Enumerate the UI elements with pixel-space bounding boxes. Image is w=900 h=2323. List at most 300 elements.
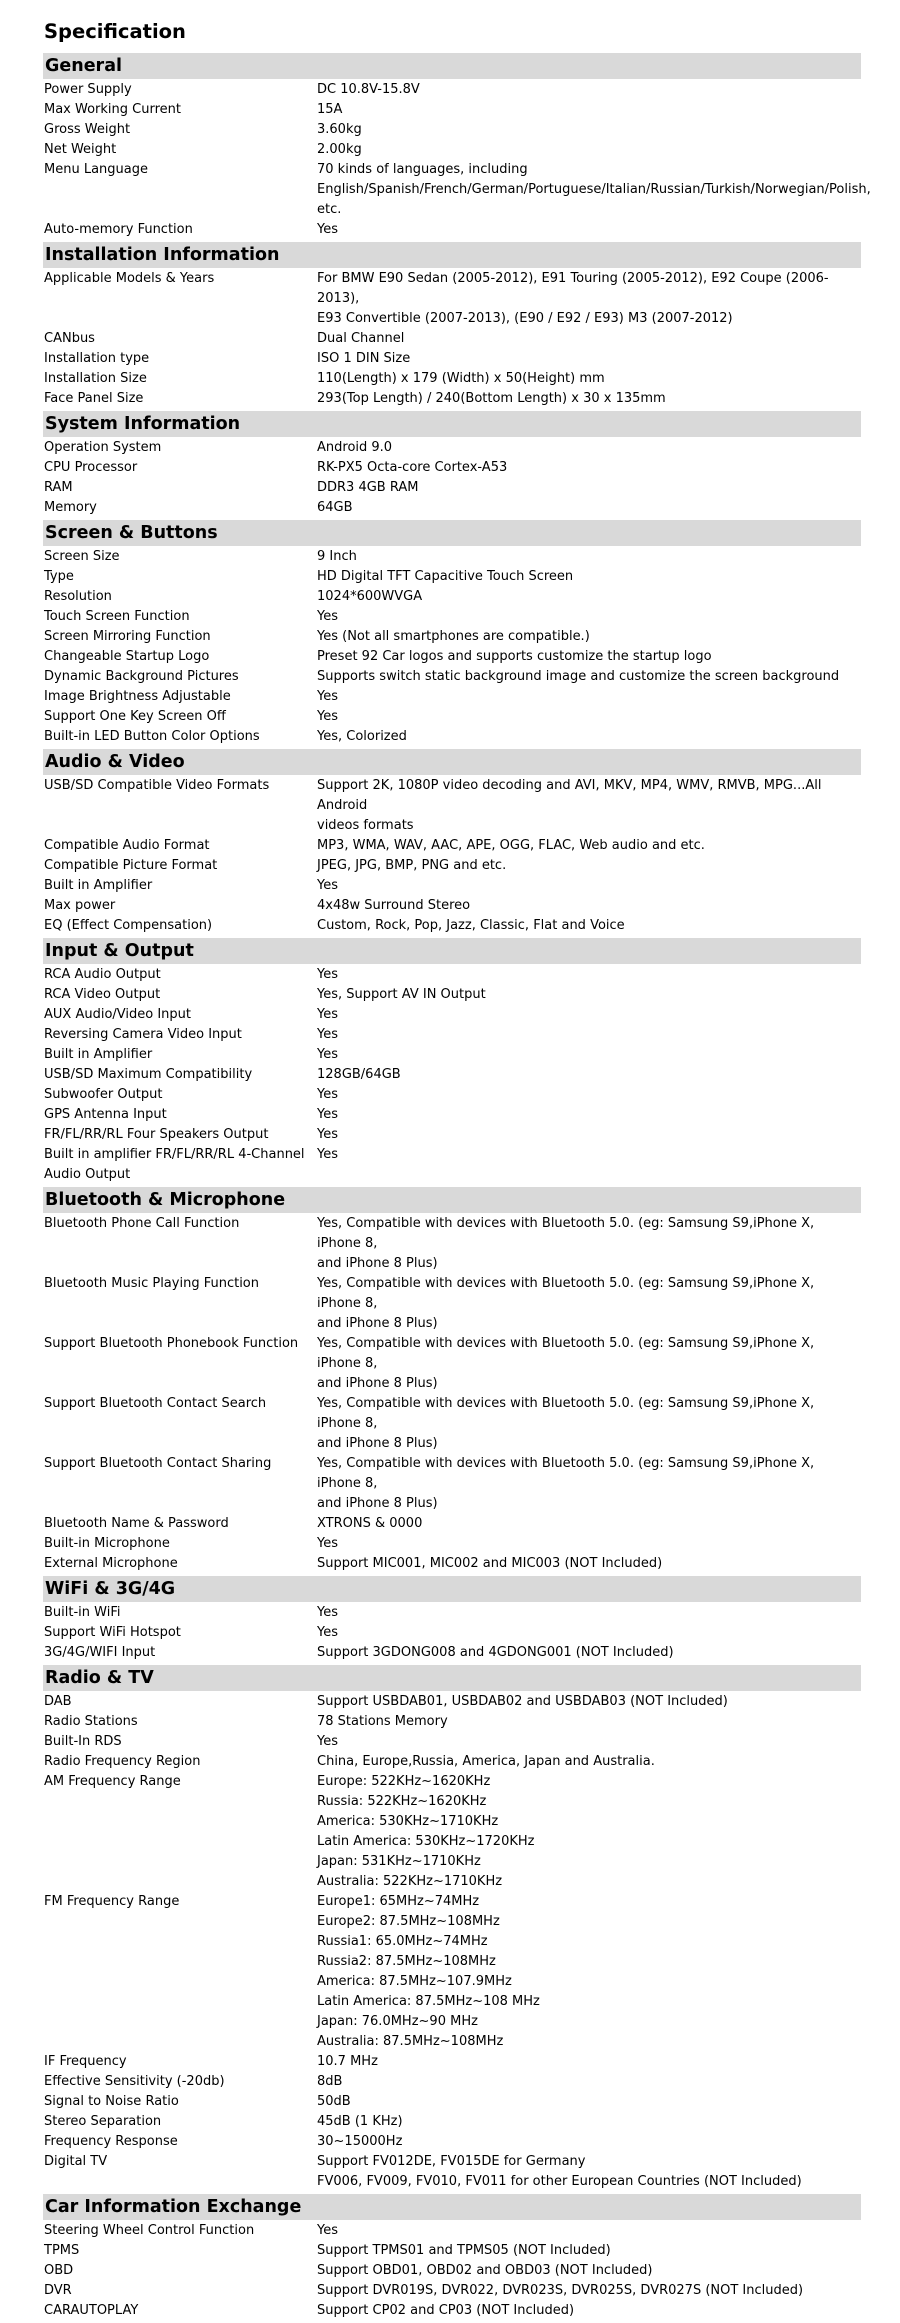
- spec-rows: [0, 546, 900, 749]
- spec-value-line: Yes: [317, 709, 338, 724]
- spec-value-line: Yes: [317, 222, 338, 237]
- spec-value: [317, 627, 861, 647]
- spec-value-line: Latin America: 87.5MHz~108 MHz: [317, 1994, 540, 2009]
- spec-label: Installation type: [44, 351, 150, 366]
- spec-label: Installation Size: [44, 371, 147, 386]
- spec-value-line: Yes: [317, 967, 338, 982]
- spec-label: Support Bluetooth Phonebook Function: [44, 1336, 299, 1351]
- spec-value: [317, 567, 861, 587]
- spec-value: [317, 1045, 861, 1065]
- spec-value: [317, 1603, 861, 1623]
- spec-label: DAB: [44, 1694, 72, 1709]
- spec-value-line: Yes, Compatible with devices with Bluetooth 5.0. (eg: Samsung S9,iPhone X, iPhone 8,: [317, 1216, 815, 1251]
- spec-value: [317, 2072, 861, 2092]
- spec-value: [317, 965, 861, 985]
- spec-row: [0, 369, 900, 389]
- spec-row: [0, 1274, 900, 1334]
- spec-value-line: Support 2K, 1080P video decoding and AVI, MKV, MP4, WMV, RMVB, MPG...All Android: [317, 778, 822, 813]
- spec-label: RAM: [44, 480, 73, 495]
- spec-section: [0, 411, 900, 520]
- spec-value-line: 293(Top Length) / 240(Bottom Length) x 30 x 135mm: [317, 391, 666, 406]
- spec-value-line: 15A: [317, 102, 343, 117]
- spec-value-line: FV006, FV009, FV010, FV011 for other European Countries (NOT Included): [317, 2174, 802, 2189]
- section-header: Installation Information: [43, 242, 861, 268]
- spec-row: [0, 1772, 900, 1892]
- spec-label: CARAUTOPLAY: [44, 2303, 139, 2318]
- spec-label: FR/FL/RR/RL Four Speakers Output: [44, 1127, 269, 1142]
- spec-value-line: America: 87.5MHz~107.9MHz: [317, 1974, 512, 1989]
- spec-row: [0, 607, 900, 627]
- spec-value: [317, 1214, 861, 1274]
- spec-value: [317, 160, 871, 220]
- spec-label: Compatible Audio Format: [44, 838, 210, 853]
- spec-label: Built-in Microphone: [44, 1536, 170, 1551]
- spec-value-line: Australia: 522KHz~1710KHz: [317, 1874, 503, 1889]
- spec-label: AM Frequency Range: [44, 1774, 181, 1789]
- spec-value-line: 70 kinds of languages, including: [317, 162, 528, 177]
- spec-value: [317, 389, 861, 409]
- spec-value: [317, 220, 861, 240]
- spec-row: [0, 2241, 900, 2261]
- spec-label: Compatible Picture Format: [44, 858, 218, 873]
- spec-row: [0, 1125, 900, 1145]
- spec-rows: [0, 1602, 900, 1665]
- spec-label: IF Frequency: [44, 2054, 127, 2069]
- spec-row: [0, 2221, 900, 2241]
- spec-label: Signal to Noise Ratio: [44, 2094, 179, 2109]
- spec-value: [317, 856, 861, 876]
- spec-value-line: Yes: [317, 1147, 338, 1162]
- spec-row: [0, 727, 900, 747]
- spec-rows: [0, 437, 900, 520]
- spec-rows: [0, 1691, 900, 2194]
- spec-value: [317, 2132, 861, 2152]
- spec-value-line: Australia: 87.5MHz~108MHz: [317, 2034, 504, 2049]
- spec-row: [0, 1554, 900, 1574]
- spec-row: [0, 687, 900, 707]
- spec-row: [0, 2261, 900, 2281]
- spec-label: OBD: [44, 2263, 74, 2278]
- spec-label: DVR: [44, 2283, 72, 2298]
- spec-section: [0, 1576, 900, 1665]
- spec-value: [317, 1514, 861, 1534]
- spec-value: [317, 2152, 861, 2192]
- spec-row: [0, 1105, 900, 1125]
- spec-value-line: Yes: [317, 609, 338, 624]
- spec-row: [0, 1732, 900, 1752]
- spec-row: [0, 1454, 900, 1514]
- spec-label: Power Supply: [44, 82, 132, 97]
- spec-row: [0, 2152, 900, 2192]
- spec-label: Applicable Models & Years: [44, 271, 215, 286]
- section-header: Audio & Video: [43, 749, 861, 775]
- spec-label: Operation System: [44, 440, 162, 455]
- spec-label: Digital TV: [44, 2154, 108, 2169]
- spec-value-line: Support TPMS01 and TPMS05 (NOT Included): [317, 2243, 611, 2258]
- spec-value: [317, 727, 861, 747]
- spec-value-line: 10.7 MHz: [317, 2054, 378, 2069]
- spec-row: [0, 647, 900, 667]
- spec-row: [0, 1045, 900, 1065]
- spec-value: [317, 438, 861, 458]
- spec-value: [317, 1692, 861, 1712]
- spec-value-line: English/Spanish/French/German/Portuguese/Italian/Russian/Turkish/Norwegian/Polish,: [317, 182, 871, 197]
- spec-value-line: ISO 1 DIN Size: [317, 351, 411, 366]
- spec-row: [0, 438, 900, 458]
- spec-label: Support Bluetooth Contact Sharing: [44, 1456, 272, 1471]
- spec-label: Changeable Startup Logo: [44, 649, 210, 664]
- spec-row: [0, 349, 900, 369]
- spec-value-line: XTRONS & 0000: [317, 1516, 423, 1531]
- spec-row: [0, 2132, 900, 2152]
- spec-label: USB/SD Compatible Video Formats: [44, 778, 270, 793]
- spec-value-line: 110(Length) x 179 (Width) x 50(Height) mm: [317, 371, 605, 386]
- spec-value: [317, 1892, 861, 2052]
- spec-row: [0, 80, 900, 100]
- spec-row: [0, 707, 900, 727]
- spec-value: [317, 1005, 861, 1025]
- spec-value-line: E93 Convertible (2007-2013), (E90 / E92 / E93) M3 (2007-2012): [317, 311, 733, 326]
- spec-value-line: 3.60kg: [317, 122, 362, 137]
- spec-value: [317, 140, 861, 160]
- spec-value-line: JPEG, JPG, BMP, PNG and etc.: [317, 858, 507, 873]
- spec-label: Radio Frequency Region: [44, 1754, 201, 1769]
- spec-row: [0, 2072, 900, 2092]
- spec-label: Effective Sensitivity (-20db): [44, 2074, 225, 2089]
- spec-value-line: and iPhone 8 Plus): [317, 1316, 438, 1331]
- spec-value: [317, 916, 861, 936]
- spec-value-line: Yes, Compatible with devices with Bluetooth 5.0. (eg: Samsung S9,iPhone X, iPhone 8,: [317, 1396, 815, 1431]
- spec-value: [317, 2112, 861, 2132]
- spec-row: [0, 2112, 900, 2132]
- spec-label: USB/SD Maximum Compatibility: [44, 1067, 253, 1082]
- spec-value: [317, 1145, 861, 1185]
- spec-label: Max power: [44, 898, 116, 913]
- spec-value: [317, 876, 861, 896]
- spec-value-line: Yes, Colorized: [317, 729, 407, 744]
- spec-row: [0, 120, 900, 140]
- spec-label: EQ (Effect Compensation): [44, 918, 213, 933]
- spec-value: [317, 80, 861, 100]
- spec-section: [0, 242, 900, 411]
- spec-value: [317, 1085, 861, 1105]
- spec-row: [0, 1065, 900, 1085]
- spec-row: [0, 100, 900, 120]
- spec-label: FM Frequency Range: [44, 1894, 180, 1909]
- spec-section: [0, 1187, 900, 1576]
- spec-row: [0, 1394, 900, 1454]
- spec-row: [0, 1145, 900, 1185]
- spec-value: [317, 369, 861, 389]
- spec-value-line: 9 Inch: [317, 549, 357, 564]
- spec-value-line: Dual Channel: [317, 331, 405, 346]
- spec-rows: [0, 1213, 900, 1576]
- spec-value-line: Europe1: 65MHz~74MHz: [317, 1894, 480, 1909]
- spec-label: Frequency Response: [44, 2134, 178, 2149]
- spec-rows: [0, 268, 900, 411]
- spec-row: [0, 2092, 900, 2112]
- spec-label: Support One Key Screen Off: [44, 709, 226, 724]
- spec-value: [317, 269, 861, 329]
- spec-row: [0, 776, 900, 836]
- spec-value-line: 30~15000Hz: [317, 2134, 403, 2149]
- spec-row: [0, 567, 900, 587]
- spec-row: [0, 478, 900, 498]
- spec-label: Face Panel Size: [44, 391, 144, 406]
- spec-value-line: Russia1: 65.0MHz~74MHz: [317, 1934, 488, 1949]
- spec-row: [0, 587, 900, 607]
- spec-value: [317, 2221, 861, 2241]
- spec-label: Net Weight: [44, 142, 117, 157]
- spec-row: [0, 389, 900, 409]
- spec-value-line: Support MIC001, MIC002 and MIC003 (NOT Included): [317, 1556, 663, 1571]
- spec-value: [317, 1752, 861, 1772]
- spec-value-line: Yes: [317, 1007, 338, 1022]
- spec-value: [317, 896, 861, 916]
- spec-value: [317, 1454, 861, 1514]
- spec-rows: [0, 775, 900, 938]
- spec-value: [317, 2301, 861, 2321]
- spec-row: [0, 2052, 900, 2072]
- spec-value: [317, 687, 861, 707]
- spec-value-line: 128GB/64GB: [317, 1067, 401, 1082]
- spec-value-line: Yes: [317, 2223, 338, 2238]
- spec-row: [0, 1603, 900, 1623]
- spec-row: [0, 2301, 900, 2321]
- spec-value: [317, 985, 861, 1005]
- spec-value: [317, 1105, 861, 1125]
- spec-section: [0, 938, 900, 1187]
- spec-value: [317, 707, 861, 727]
- spec-label: Subwoofer Output: [44, 1087, 163, 1102]
- spec-label: Menu Language: [44, 162, 148, 177]
- spec-row: [0, 458, 900, 478]
- page-title: Specification: [44, 20, 186, 43]
- spec-value-line: Russia2: 87.5MHz~108MHz: [317, 1954, 496, 1969]
- spec-value-line: Preset 92 Car logos and supports customize the startup logo: [317, 649, 712, 664]
- spec-row: [0, 627, 900, 647]
- spec-row: [0, 836, 900, 856]
- spec-row: [0, 1085, 900, 1105]
- spec-value-line: and iPhone 8 Plus): [317, 1256, 438, 1271]
- spec-value: [317, 1025, 861, 1045]
- spec-row: [0, 856, 900, 876]
- spec-label: Bluetooth Music Playing Function: [44, 1276, 260, 1291]
- spec-row: [0, 1214, 900, 1274]
- spec-label: Support Bluetooth Contact Search: [44, 1396, 267, 1411]
- spec-value-line: HD Digital TFT Capacitive Touch Screen: [317, 569, 574, 584]
- spec-value-line: Yes: [317, 1536, 338, 1551]
- spec-value-line: Android 9.0: [317, 440, 393, 455]
- section-header: General: [43, 53, 861, 79]
- spec-row: [0, 965, 900, 985]
- spec-label: Steering Wheel Control Function: [44, 2223, 255, 2238]
- spec-value-line: RK-PX5 Octa-core Cortex-A53: [317, 460, 508, 475]
- spec-value: [317, 2261, 861, 2281]
- spec-row: [0, 896, 900, 916]
- spec-value-line: Yes, Compatible with devices with Bluetooth 5.0. (eg: Samsung S9,iPhone X, iPhone 8,: [317, 1336, 815, 1371]
- spec-value-line: Support 3GDONG008 and 4GDONG001 (NOT Included): [317, 1645, 674, 1660]
- spec-value-line: Europe: 522KHz~1620KHz: [317, 1774, 491, 1789]
- spec-value-line: 4x48w Surround Stereo: [317, 898, 471, 913]
- spec-section: [0, 53, 900, 242]
- spec-row: [0, 2281, 900, 2301]
- spec-value-line: 45dB (1 KHz): [317, 2114, 403, 2129]
- spec-value-line: Japan: 76.0MHz~90 MHz: [317, 2014, 478, 2029]
- spec-value: [317, 2052, 861, 2072]
- spec-row: [0, 1334, 900, 1394]
- spec-value: [317, 1274, 861, 1334]
- spec-value-line: Japan: 531KHz~1710KHz: [317, 1854, 481, 1869]
- spec-value-line: 8dB: [317, 2074, 343, 2089]
- spec-value: [317, 1732, 861, 1752]
- spec-value: [317, 776, 861, 836]
- section-header: Input & Output: [43, 938, 861, 964]
- spec-section: [0, 520, 900, 749]
- spec-value-line: Support OBD01, OBD02 and OBD03 (NOT Included): [317, 2263, 653, 2278]
- spec-value-line: Yes: [317, 1605, 338, 1620]
- section-header: System Information: [43, 411, 861, 437]
- spec-row: [0, 140, 900, 160]
- spec-label: Resolution: [44, 589, 112, 604]
- spec-value-line: Yes, Support AV IN Output: [317, 987, 486, 1002]
- section-header: Car Information Exchange: [43, 2194, 861, 2220]
- spec-value-line: etc.: [317, 202, 342, 217]
- spec-value-line: 50dB: [317, 2094, 351, 2109]
- spec-value: [317, 1554, 861, 1574]
- spec-value-line: Yes: [317, 1127, 338, 1142]
- spec-value-line: Europe2: 87.5MHz~108MHz: [317, 1914, 500, 1929]
- spec-value: [317, 667, 861, 687]
- spec-value-line: Yes: [317, 689, 338, 704]
- spec-value-line: and iPhone 8 Plus): [317, 1496, 438, 1511]
- spec-value-line: China, Europe,Russia, America, Japan and Australia.: [317, 1754, 655, 1769]
- spec-row: [0, 220, 900, 240]
- spec-value-line: and iPhone 8 Plus): [317, 1436, 438, 1451]
- spec-value-line: Yes (Not all smartphones are compatible.): [317, 629, 590, 644]
- spec-value: [317, 478, 861, 498]
- spec-label: Screen Mirroring Function: [44, 629, 211, 644]
- spec-label: Built-In RDS: [44, 1734, 122, 1749]
- spec-label: Support WiFi Hotspot: [44, 1625, 181, 1640]
- spec-value-line: Yes, Compatible with devices with Bluetooth 5.0. (eg: Samsung S9,iPhone X, iPhone 8,: [317, 1276, 815, 1311]
- spec-rows: [0, 79, 900, 242]
- spec-label: Bluetooth Name & Password: [44, 1516, 229, 1531]
- spec-row: [0, 1025, 900, 1045]
- spec-value-line: videos formats: [317, 818, 414, 833]
- spec-value: [317, 1394, 861, 1454]
- spec-row: [0, 1005, 900, 1025]
- spec-value-line: DC 10.8V-15.8V: [317, 82, 420, 97]
- spec-value: [317, 349, 861, 369]
- spec-value-line: MP3, WMA, WAV, AAC, APE, OGG, FLAC, Web audio and etc.: [317, 838, 705, 853]
- spec-value: [317, 120, 861, 140]
- spec-label: Type: [44, 569, 74, 584]
- spec-label: Built-in WiFi: [44, 1605, 121, 1620]
- spec-label: Touch Screen Function: [44, 609, 190, 624]
- spec-value-line: DDR3 4GB RAM: [317, 480, 419, 495]
- spec-value: [317, 836, 861, 856]
- spec-row: [0, 985, 900, 1005]
- spec-value-line: Supports switch static background image and customize the screen background: [317, 669, 840, 684]
- spec-row: [0, 667, 900, 687]
- spec-value: [317, 2092, 861, 2112]
- spec-value: [317, 1772, 861, 1892]
- spec-row: [0, 1712, 900, 1732]
- spec-value-line: Latin America: 530KHz~1720KHz: [317, 1834, 535, 1849]
- spec-sections: [0, 53, 900, 2323]
- spec-value: [317, 458, 861, 478]
- spec-value: [317, 1643, 861, 1663]
- spec-value: [317, 100, 861, 120]
- spec-value-line: Yes: [317, 1107, 338, 1122]
- section-header: Radio & TV: [43, 1665, 861, 1691]
- spec-label: AUX Audio/Video Input: [44, 1007, 191, 1022]
- section-header: Bluetooth & Microphone: [43, 1187, 861, 1213]
- spec-label: Screen Size: [44, 549, 120, 564]
- spec-value-line: Support USBDAB01, USBDAB02 and USBDAB03 (NOT Included): [317, 1694, 728, 1709]
- spec-value-line: Yes: [317, 878, 338, 893]
- spec-label: GPS Antenna Input: [44, 1107, 167, 1122]
- spec-value-line: Yes: [317, 1047, 338, 1062]
- spec-value: [317, 1334, 861, 1394]
- spec-value-line: Support FV012DE, FV015DE for Germany: [317, 2154, 586, 2169]
- spec-value: [317, 498, 861, 518]
- spec-value: [317, 2281, 861, 2301]
- spec-row: [0, 1643, 900, 1663]
- spec-value: [317, 329, 861, 349]
- spec-value: [317, 1623, 861, 1643]
- spec-row: [0, 1534, 900, 1554]
- spec-label: RCA Audio Output: [44, 967, 161, 982]
- spec-label: CANbus: [44, 331, 95, 346]
- spec-rows: [0, 964, 900, 1187]
- spec-value: [317, 647, 861, 667]
- spec-value: [317, 1534, 861, 1554]
- spec-value-line: Yes: [317, 1734, 338, 1749]
- spec-label: 3G/4G/WIFI Input: [44, 1645, 156, 1660]
- spec-label: Gross Weight: [44, 122, 131, 137]
- spec-rows: [0, 2220, 900, 2323]
- spec-row: [0, 1752, 900, 1772]
- spec-section: [0, 749, 900, 938]
- spec-label: Reversing Camera Video Input: [44, 1027, 242, 1042]
- spec-label: Memory: [44, 500, 97, 515]
- spec-label: CPU Processor: [44, 460, 138, 475]
- spec-label: Built in amplifier FR/FL/RR/RL 4-Channel Audio Output: [44, 1147, 305, 1182]
- spec-value-line: Yes: [317, 1087, 338, 1102]
- spec-label: Image Brightness Adjustable: [44, 689, 231, 704]
- spec-label: Max Working Current: [44, 102, 181, 117]
- spec-label: RCA Video Output: [44, 987, 161, 1002]
- spec-value-line: 2.00kg: [317, 142, 362, 157]
- spec-value: [317, 547, 861, 567]
- spec-label: Auto-memory Function: [44, 222, 193, 237]
- section-header: WiFi & 3G/4G: [43, 1576, 861, 1602]
- spec-row: [0, 1623, 900, 1643]
- spec-row: [0, 498, 900, 518]
- spec-value-line: Yes, Compatible with devices with Bluetooth 5.0. (eg: Samsung S9,iPhone X, iPhone 8,: [317, 1456, 815, 1491]
- spec-value: [317, 1712, 861, 1732]
- spec-value-line: Custom, Rock, Pop, Jazz, Classic, Flat and Voice: [317, 918, 625, 933]
- spec-value: [317, 2241, 861, 2261]
- spec-row: [0, 547, 900, 567]
- spec-value-line: America: 530KHz~1710KHz: [317, 1814, 499, 1829]
- spec-value: [317, 1065, 861, 1085]
- spec-label: Bluetooth Phone Call Function: [44, 1216, 240, 1231]
- spec-row: [0, 876, 900, 896]
- spec-label: Stereo Separation: [44, 2114, 162, 2129]
